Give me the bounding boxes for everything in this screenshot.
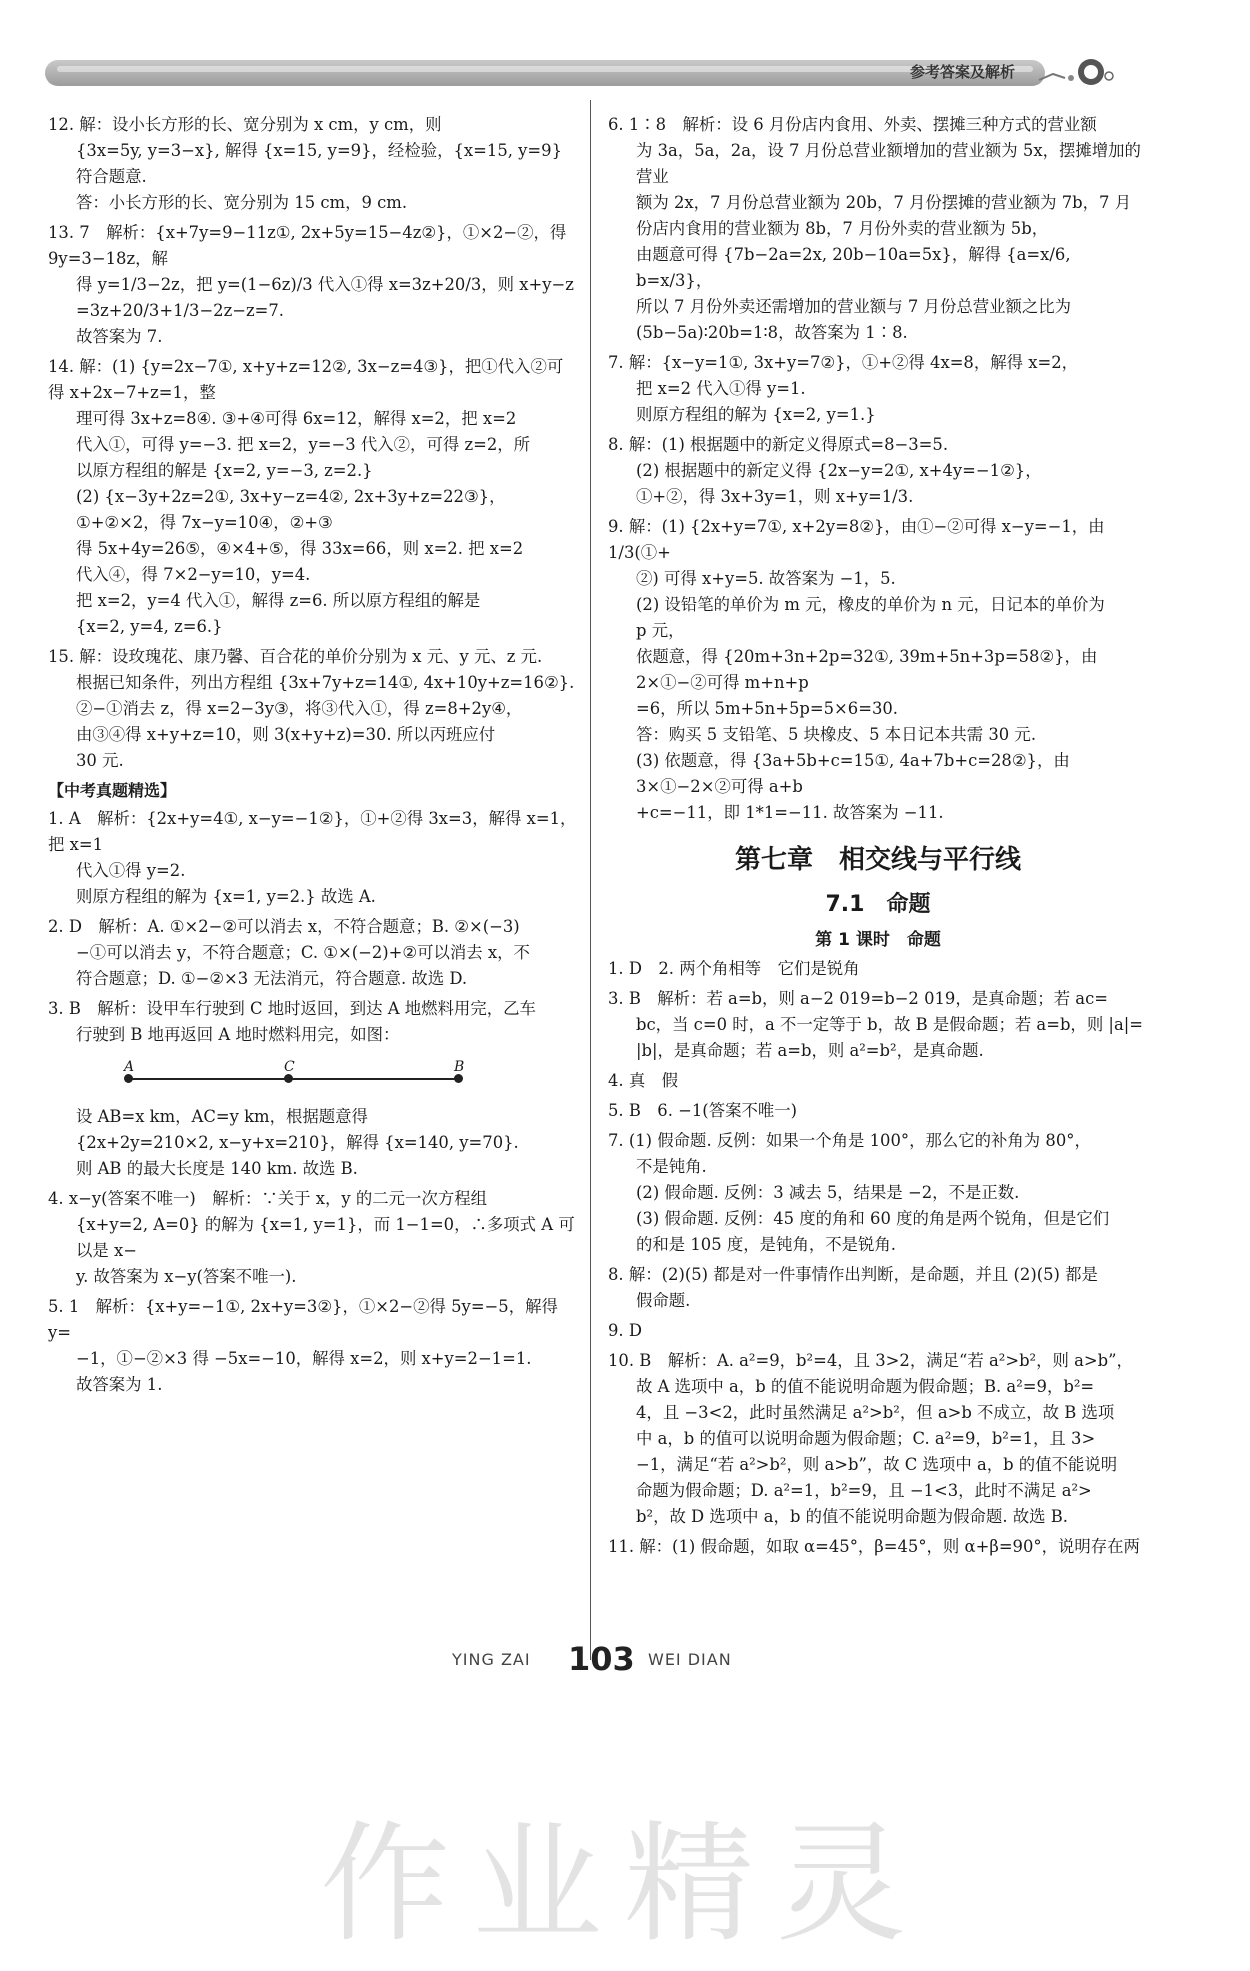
header-title: 参考答案及解析	[909, 63, 1015, 81]
section-heading: 【中考真题精选】	[48, 781, 177, 800]
q-10: 10. B 解析：A. a²=9，b²=4，且 3>2，满足“若 a²>b²，则 a>b”， 故 A 选项中 a，b 的值不能说明命题为假命题；B. a²=9，b²= 4，且 −3<2，此时虽然满足 a²>b²，但 a>b 不成立，故 B 选项 中 a，b 的值可以说明命题为假命题；C. a²=9，b²=1，且 3> −1，满足“若 a²>b²，则 a>b”，故 C 选项中 a，b 的值不能说明 命题为假命题；D. a²=1，b²=9，且 −1<3，此时不满足 a²> b²，故 D 选项中 a，b 的值不能说明命题为假命题. 故选 B.	[608, 1351, 1133, 1526]
column-divider	[590, 100, 591, 1660]
zhongkao-3-cont: 设 AB=x km，AC=y km，根据题意得 {2x+2y=210×2, x−y+x=210}，解得 {x=140, y=70}. 则 AB 的最大长度是 140 km. 故选 B.	[76, 1107, 519, 1178]
right-column	[608, 112, 1148, 1564]
lesson-title: 第 1 课时 命题	[815, 930, 941, 950]
zhongkao-2: 2. D 解析：A. ①×2−②可以消去 x，不符合题意；B. ②×(−3) −①可以消去 y，不符合题意；C. ①×(−2)+②可以消去 x，不 符合题意；D. ①−②×3 无法消元，符合题意. 故选 D.	[48, 917, 530, 988]
q-8: 8. 解：(2)(5) 都是对一件事情作出判断，是命题，并且 (2)(5) 都是 假命题.	[608, 1265, 1098, 1310]
answer-14: 14. 解：(1) {y=2x−7①, x+y+z=12②, 3x−z=4③}，把①代入②可得 x+2x−7+z=1，整 理可得 3x+z=8④. ③+④可得 6x=12，解得 x=2，把 x=2 代入①，可得 y=−3. 把 x=2，y=−3 代入②，可得 z=2，所 以原方程组的解是 {x=2, y=−3, z=2.} (2) {x−3y+2z=2①, 3x+y−z=4②, 2x+3y+z=22③}，①+②×2，得 7x−y=10④，②+③ 得 5x+4y=26⑤，④×4+⑤，得 33x=66，则 x=2. 把 x=2 代入④，得 7×2−y=10，y=4. 把 x=2，y=4 代入①，解得 z=6. 所以原方程组的解是 {x=2, y=4, z=6.}	[48, 357, 564, 636]
answer-8: 8. 解：(1) 根据题中的新定义得原式=8−3=5. (2) 根据题中的新定义得 {2x−y=2①, x+4y=−1②}， ①+②，得 3x+3y=1，则 x+y=1/3.	[608, 435, 1042, 506]
q-4: 4. 真 假	[608, 1071, 679, 1090]
q-7: 7. (1) 假命题. 反例：如果一个角是 100°，那么它的补角为 80°， 不是钝角. (2) 假命题. 反例：3 减去 5，结果是 −2，不是正数. (3) 假命题. 反例：45 度的角和 60 度的角是两个锐角，但是它们 的和是 105 度，是钝角，不是锐角.	[608, 1131, 1110, 1254]
q-11: 11. 解：(1) 假命题，如取 α=45°，β=45°，则 α+β=90°，说明存在两	[608, 1537, 1140, 1556]
zhongkao-4: 4. x−y(答案不唯一) 解析：∵关于 x，y 的二元一次方程组 {x+y=2, A=0} 的解为 {x=1, y=1}，而 1−1=0，∴多项式 A 可以是 x− y. 故答案为 x−y(答案不唯一).	[48, 1189, 575, 1286]
zhongkao-5: 5. 1 解析：{x+y=−1①, 2x+y=3②}，①×2−②得 5y=−5，解得 y= −1，①−②×3 得 −5x=−10，解得 x=2，则 x+y=2−1=1. 故答案为 1.	[48, 1297, 558, 1394]
header-bar	[45, 60, 1045, 86]
header-decoration-icon	[1035, 52, 1115, 92]
footer-left-text: YING ZAI	[452, 1650, 531, 1669]
watermark: 作业精灵	[320, 1808, 929, 1960]
left-column	[48, 112, 578, 1402]
answer-12: 12. 解：设小长方形的长、宽分别为 x cm，y cm，则 {3x=5y, y=3−x}, 解得 {x=15, y=9}，经检验，{x=15, y=9} 符合题意. 答：小长方形的长、宽分别为 15 cm，9 cm.	[48, 115, 563, 212]
page-number: 103	[568, 1640, 635, 1678]
chapter-title: 第七章 相交线与平行线	[734, 845, 1021, 875]
answer-7: 7. 解：{x−y=1①, 3x+y=7②}，①+②得 4x=8，解得 x=2， 把 x=2 代入①得 y=1. 则原方程组的解为 {x=2, y=1.}	[608, 353, 1079, 424]
page-footer	[0, 1640, 1250, 1680]
section-title: 7.1 命题	[825, 892, 931, 917]
number-line-figure	[124, 1054, 548, 1100]
answer-6: 6. 1∶8 解析：设 6 月份店内食用、外卖、摆摊三种方式的营业额 为 3a，5a，2a，设 7 月份总营业额增加的营业额为 5x，摆摊增加的营业 额为 2x，7 月份总营业额为 20b，7 月份摆摊的营业额为 7b，7 月 份店内食用的营业额为 8b，7 月份外卖的营业额为 5b， 由题意可得 {7b−2a=2x, 20b−10a=5x}，解得 {a=x/6, b=x/3}， 所以 7 月份外卖还需增加的营业额与 7 月份总营业额之比为 (5b−5a)∶20b=1∶8，故答案为 1∶8.	[608, 115, 1141, 342]
page-header	[45, 52, 1125, 92]
zhongkao-1: 1. A 解析：{2x+y=4①, x−y=−1②}，①+②得 3x=3，解得 x=1，把 x=1 代入①得 y=2. 则原方程组的解为 {x=1, y=2.} 故选 A.	[48, 809, 577, 906]
q-5-6: 5. B 6. −1(答案不唯一)	[608, 1101, 798, 1120]
label-a: A	[124, 1059, 135, 1075]
label-c: C	[284, 1059, 295, 1075]
footer-right-text: WEI DIAN	[648, 1650, 732, 1669]
answer-15: 15. 解：设玫瑰花、康乃馨、百合花的单价分别为 x 元、y 元、z 元. 根据已知条件，列出方程组 {3x+7y+z=14①, 4x+10y+z=16②}. ②−①消去 z，得 x=2−3y③，将③代入①，得 z=8+2y④， 由③④得 x+y+z=10，则 3(x+y+z)=30. 所以丙班应付 30 元.	[48, 647, 575, 770]
q-9: 9. D	[608, 1321, 642, 1340]
q-3: 3. B 解析：若 a=b，则 a−2 019=b−2 019，是真命题；若 ac= bc，当 c=0 时，a 不一定等于 b，故 B 是假命题；若 a=b，则 |a|= |b|，是真命题；若 a=b，则 a²=b²，是真命题.	[608, 989, 1143, 1060]
zhongkao-3: 3. B 解析：设甲车行驶到 C 地时返回，到达 A 地燃料用完，乙车 行驶到 B 地再返回 A 地时燃料用完，如图：	[48, 999, 536, 1044]
q-1-2: 1. D 2. 两个角相等 它们是锐角	[608, 959, 860, 978]
answer-13: 13. 7 解析：{x+7y=9−11z①, 2x+5y=15−4z②}，①×2−②，得 9y=3−18z，解 得 y=1/3−2z，把 y=(1−6z)/3 代入①得 x=3z+20/3，则 x+y−z =3z+20/3+1/3−2z−z=7. 故答案为 7.	[48, 223, 574, 346]
answer-9: 9. 解：(1) {2x+y=7①, x+2y=8②}，由①−②可得 x−y=−1，由 1/3(①+ ②) 可得 x+y=5. 故答案为 −1，5. (2) 设铅笔的单价为 m 元，橡皮的单价为 n 元，日记本的单价为 p 元， 依题意，得 {20m+3n+2p=32①, 39m+5n+3p=58②}，由 2×①−②可得 m+n+p =6，所以 5m+5n+5p=5×6=30. 答：购买 5 支铅笔、5 块橡皮、5 本日记本共需 30 元. (3) 依题意，得 {3a+5b+c=15①, 4a+7b+c=28②}，由 3×①−2×②可得 a+b +c=−11，即 1*1=−11. 故答案为 −11.	[608, 517, 1105, 822]
label-b: B	[454, 1059, 465, 1075]
